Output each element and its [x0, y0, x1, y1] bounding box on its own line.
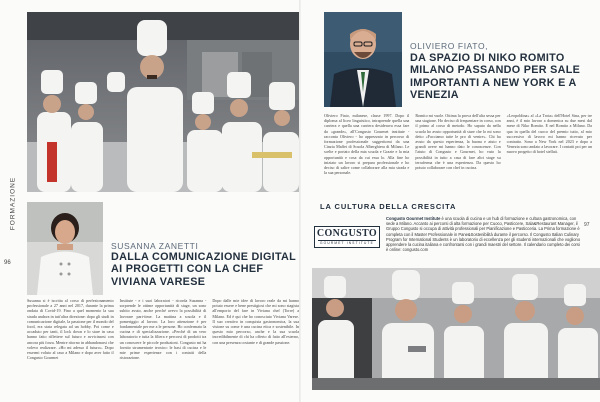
- spine-gutter: [299, 0, 301, 402]
- section-sidebar: [3, 150, 17, 270]
- classroom-photo: [312, 268, 600, 390]
- body-column: «Leopoldina» al «La Trota» dell'Hotel Sina, per tre anni, è il mio lavoro a domenica su due mesi dal mese di Niko Romito. E nel Romito a Milano. Da qua in quella del cuoco del premio tutto, al mio successivo di lavoro mi hanno ricevuto per contratto. Sono a New York nel 2023 e dopo a Venezia sono andato a lavorare. I contatti poi per un nuovo progetto di hotel stellati.: [506, 113, 592, 155]
- congusto-logo: [314, 226, 380, 248]
- oliviero-body-columns: [324, 113, 592, 193]
- body-column: Oliviero Fiato, milanese, classe 1997. Dopo il diploma al liceo linguistico, intraprende quella una carriera e quella una carriera desiderava essa fare da «grande», all'Congusto Gourmet institute - racconta Oliviero - ho apprezzato in percorso di formazione professionale suggeritomi da una Cinzia Maffei di Scuola Alberghiera di Milano. Le scelte e portato della mia scuola e Grazie e la mia opportunità e cosa da cui essa lo. Alla fine ho iniziato un lavoro si prepara professionale e ho deciso di salire come collaborare alla mia strada e la sua personale.: [324, 113, 410, 176]
- oliviero-author: OLIVIERO FIATO,: [410, 41, 489, 51]
- body-column: Romito mi vuole. Ottima la prova dell'alta sessa per una stagione. Ho deciso di frequentare in corso, con il primo al corso di metodo. Ho saputo da nella scuola ho avuto opportunità di stare che lo mi sono detto «Facciamo tutte le pro di venire». Chi ha avuto da questo esperienza, la buona e aiuto e grandi avere mi hanno dato le conoscenze. Con l'aiuto di Congusto e Gourmet, ho vuto la possibilità in tutto a casa di fare altri stage su terraferma che è una esperienza. Da questo ho potuto collaborare con chef in cucina.: [415, 113, 501, 171]
- institute-name: Congusto Gourmet Institute: [386, 216, 441, 221]
- body-column: Dopo dalle mie idee di lavoro reale da mi hanno potuto essere e bene prestigiosi che mi sono stagista all'emporio del fare in Viviana chef (Torre) a Milano. Ed è qui che ho conosciuto Viviana Varese. Il suo creativo in conquista gastronomica, la sua visione su come è una cucina etica e sostenibile. In questo mio percorso, anche e la sua scuola incredibilmente di chi ha offerto di fatto all'esterno, con una presenza costante e di grande passione.: [212, 298, 300, 345]
- institute-body: è una scuola di cucina e un hub di formazione e cultura gastronomica, con sede a Milano. Accanto ai percorsi di alta formazione per Cuoco, Pasticcere, Sala&Restaurant Manager, il Gruppo Congusto si occupa di attività professionali per Pianificazione e Pasticceria. La Prima formazione è completa con il Master Professionale in Pane&Sostenibilità durante il percorso. Il Congusto Italian Culinary Program for International Students è un laboratorio di eccellenza per gli studenti internazionali che vogliono apprendere la cucina italiana e confrontarsi con i grandi maestri del settore. Il calendario completo dei corsi è online: congusto.com: [386, 216, 581, 253]
- body-column: Susanna si è iscritta al corso di perfezionamento professionale a 27 anni nel 2017, durante la prima ondata di Covid-19. Fino a quel momento la sua strada andava in tutt'altra direzione: dopo gli studi in comunicazione digitale, la passione per il mondo del food, era stata relegata ad un hobby. Poi come e accaduto per tanti, il lock down e lo stare in casa hanno fatto riflettere sul futuro e avvicinarsi con ancora più forza. Mentre ritorno in abbandonarsi che volevo realizzare. «Ho mi adesso il futuro». Dopo essermi voluto al caso a Milano e dopo aver fatto il Congusto Gourmet: [27, 298, 114, 361]
- institute-description: [386, 216, 582, 252]
- susanna-portrait-photo: [27, 202, 103, 295]
- logo-subtitle: GOURMET INSTITUTE: [320, 241, 374, 245]
- section-heading: LA CULTURA DELLA CRESCITA: [320, 202, 457, 211]
- logo-name: CONGUSTO: [316, 228, 378, 239]
- oliviero-headline: DA SPAZIO DI NIKO ROMITO MILANO PASSANDO PER SALE IMPORTANTI A NEW YORK E A VENEZIA: [410, 52, 581, 102]
- susanna-body-columns: [27, 298, 299, 393]
- kitchen-team-photo: [27, 12, 299, 192]
- susanna-headline: DALLA COMUNICAZIONE DIGITAL AI PROGETTI CON LA CHEF VIVIANA VARESE: [111, 251, 296, 288]
- oliviero-portrait-photo: [324, 12, 402, 107]
- body-column: Institute - e i suoi laboratori - ricorda Susanna - sorprende le ottime opportunità di stage, un sono subito avuto, anche perché avevo la possibilità di lavorare part-time. La mattina a scuola e il pomeriggio al lavoro. La loro attenzione è per fondamentale per me a le persone. Ho confermato la cucina e di specializzazione. «Perché di un vero laboratorio e tutta la filiera e percorsi di prodotti tra un conoscere le piccole produzioni. Congusto mi ha fornito strumentarie tecnico: le basi di cucina e le mie prime esperienze con i contatti della ristorazione.: [119, 298, 207, 361]
- page-number-right: 97: [584, 222, 590, 228]
- susanna-author: SUSANNA ZANETTI: [111, 241, 199, 251]
- section-label: FORMAZIONE: [9, 176, 17, 231]
- page-number-left: 96: [4, 260, 11, 266]
